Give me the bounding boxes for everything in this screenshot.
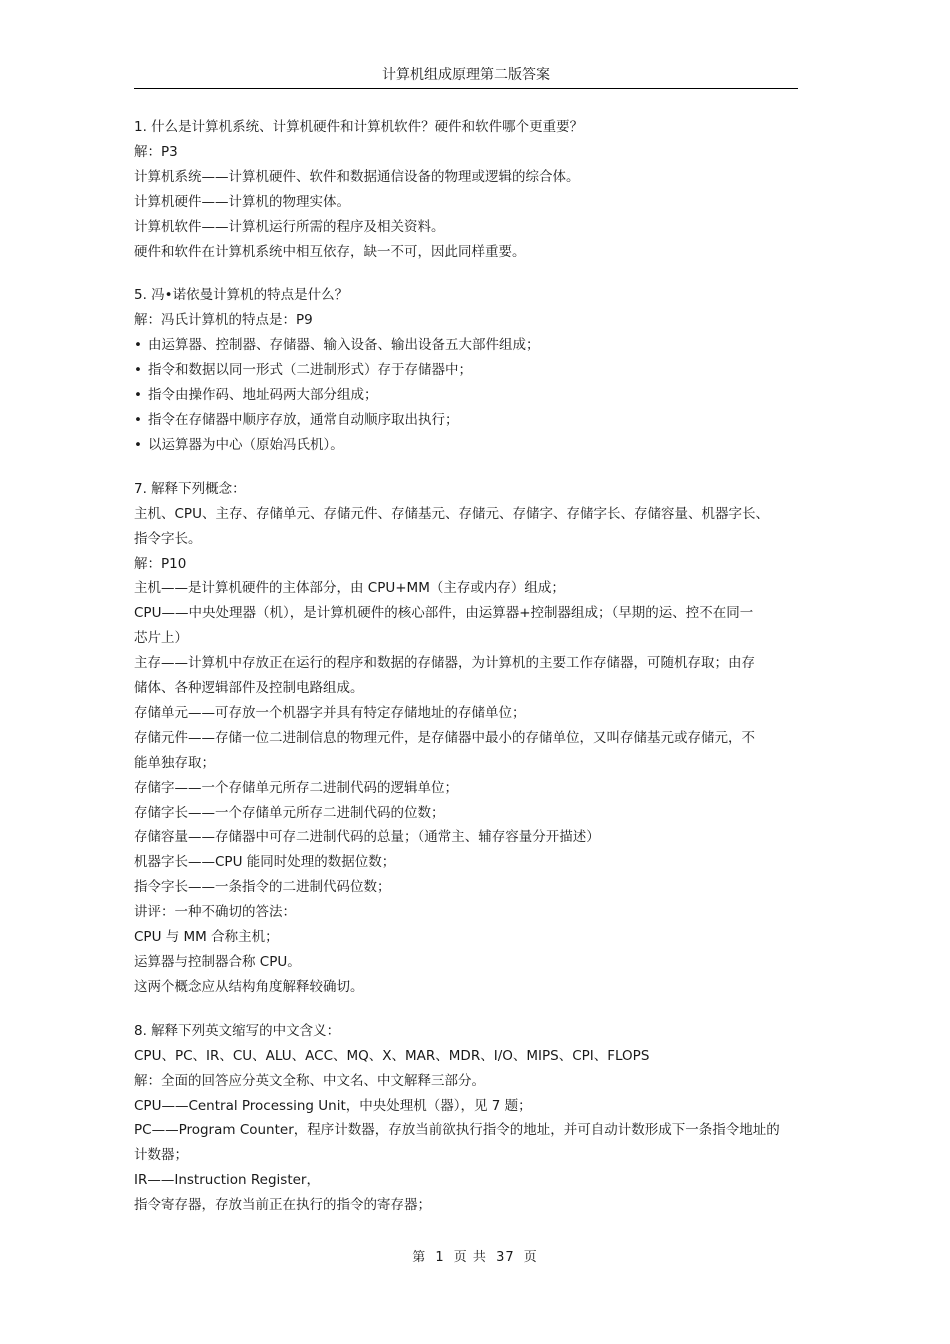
answer-line: 存储单元——可存放一个机器字并具有特定存储地址的存储单位； [134, 704, 526, 721]
bullet-item: • 指令在存储器中顺序存放，通常自动顺序取出执行； [134, 408, 804, 433]
answer-line: CPU——Central Processing Unit，中央处理机（器），见 7 题； [134, 1097, 532, 1114]
comment-line: 运算器与控制器合称 CPU。 [134, 954, 301, 970]
page-footer [0, 1246, 950, 1265]
answer-line: 机器字长——CPU 能同时处理的数据位数； [134, 854, 396, 871]
answer-line: PC——Program Counter，程序计数器，存放当前欲执行指令的地址，并可自动计数形成下一条指令地址的 [134, 1122, 780, 1139]
answer-ref: 解：全面的回答应分英文全称、中文名、中文解释三部分。 [134, 1072, 485, 1089]
page-number: 1 [435, 1250, 445, 1265]
answer-line: 存储元件——存储一位二进制信息的物理元件，是存储器中最小的存储单位，又叫存储基元或存储元，不 [134, 729, 755, 746]
comment-line: 这两个概念应从结构角度解释较确切。 [134, 978, 364, 995]
answer-line: 主存——计算机中存放正在运行的程序和数据的存储器，为计算机的主要工作存储器，可随机存取；由存 [134, 655, 755, 672]
answer-line: 主机——是计算机硬件的主体部分，由 CPU+MM（主存或内存）组成； [134, 580, 565, 597]
abbreviation-list: CPU、PC、IR、CU、ALU、ACC、MQ、X、MAR、MDR、I/O、MIPS、CPI、FLOPS [134, 1047, 650, 1064]
answer-line: 指令字长——一条指令的二进制代码位数； [134, 879, 391, 896]
question-5 [134, 283, 804, 457]
answer-line: 指令寄存器，存放当前正在执行的指令的寄存器； [134, 1197, 431, 1214]
footer-suffix: 页 [523, 1250, 538, 1265]
answer-line: 存储字——一个存储单元所存二进制代码的逻辑单位； [134, 779, 458, 796]
bullet-item: • 指令由操作码、地址码两大部分组成； [134, 383, 804, 408]
document-title: 计算机组成原理第二版答案 [382, 67, 550, 83]
question-1 [134, 115, 804, 264]
answer-line: 存储字长——一个存储单元所存二进制代码的位数； [134, 804, 445, 821]
answer-line: 计算机系统——计算机硬件、软件和数据通信设备的物理或逻辑的综合体。 [134, 168, 580, 185]
answer-line: 计算机硬件——计算机的物理实体。 [134, 193, 350, 210]
answer-line: 存储容量——存储器中可存二进制代码的总量；（通常主、辅存容量分开描述） [134, 829, 600, 846]
document-body [134, 115, 804, 1218]
question-7 [134, 477, 804, 1000]
answer-line: 芯片上） [134, 630, 188, 647]
comment-line: CPU 与 MM 合称主机； [134, 929, 279, 946]
page-total: 37 [496, 1250, 515, 1265]
answer-line: IR——Instruction Register， [134, 1172, 320, 1189]
bullet-item: • 以运算器为中心（原始冯氏机）。 [134, 433, 804, 458]
footer-middle: 页 共 [453, 1250, 487, 1265]
comment-line: 讲评：一种不确切的答法： [134, 904, 296, 921]
answer-line: 硬件和软件在计算机系统中相互依存，缺一不可，因此同样重要。 [134, 243, 526, 260]
answer-ref: 解：P3 [134, 143, 178, 160]
question-text: 1. 什么是计算机系统、计算机硬件和计算机软件？硬件和软件哪个更重要？ [134, 119, 584, 135]
bullet-item: • 指令和数据以同一形式（二进制形式）存于存储器中； [134, 358, 804, 383]
answer-line: 计算机软件——计算机运行所需的程序及相关资料。 [134, 218, 445, 235]
question-text: 7. 解释下列概念： [134, 480, 246, 497]
concept-list: 主机、CPU、主存、存储单元、存储元件、存储基元、存储元、存储字、存储字长、存储容量、机器字长、 [134, 505, 769, 522]
answer-line: 能单独存取； [134, 754, 215, 771]
bullet-item: • 由运算器、控制器、存储器、输入设备、输出设备五大部件组成； [134, 333, 804, 358]
answer-ref: 解：P10 [134, 555, 187, 572]
answer-line: 储体、各种逻辑部件及控制电路组成。 [134, 680, 364, 697]
question-text: 5. 冯•诺依曼计算机的特点是什么？ [134, 287, 349, 304]
answer-line: 计数器； [134, 1147, 188, 1164]
question-text: 8. 解释下列英文缩写的中文含义： [134, 1022, 341, 1039]
answer-line: CPU——中央处理器（机），是计算机硬件的核心部件，由运算器+控制器组成；（早期的运、控不在同一 [134, 605, 754, 622]
question-8 [134, 1019, 804, 1218]
footer-prefix: 第 [412, 1250, 427, 1265]
concept-list: 指令字长。 [134, 530, 202, 547]
answer-ref: 解：冯氏计算机的特点是：P9 [134, 312, 313, 329]
page-header [134, 64, 798, 89]
